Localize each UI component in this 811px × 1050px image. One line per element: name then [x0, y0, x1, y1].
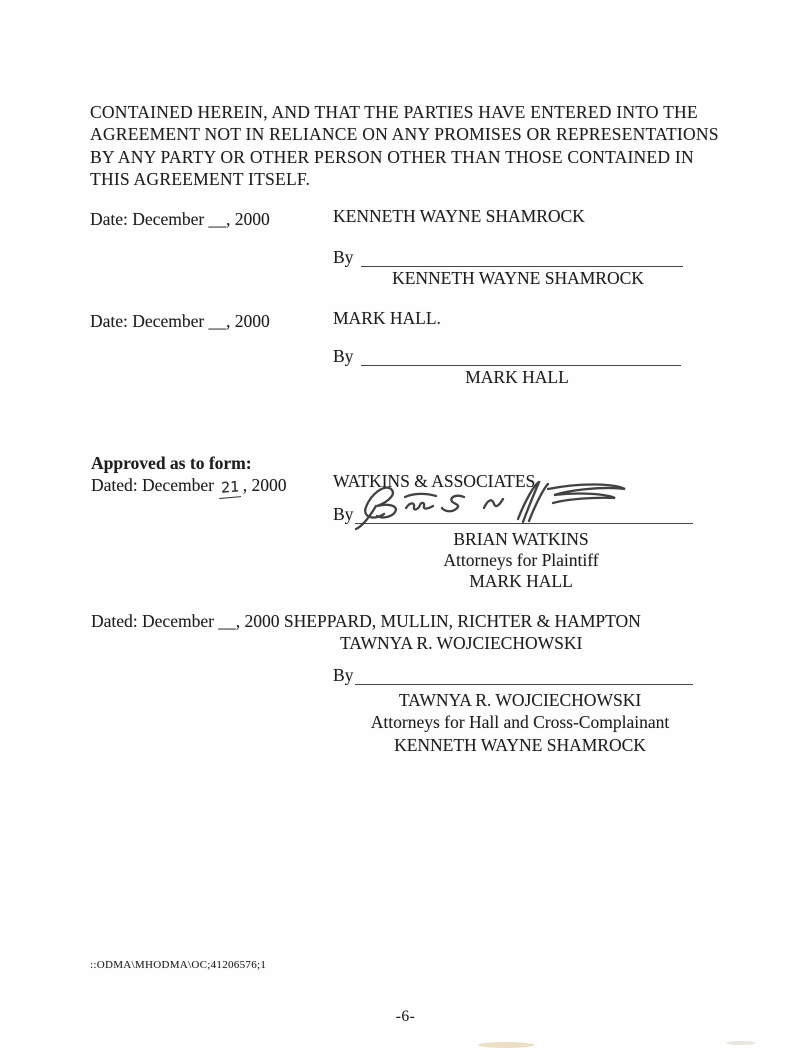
signature-line [355, 668, 693, 685]
printed-name-brian-watkins: BRIAN WATKINS [453, 529, 589, 549]
printed-name-wojciechowski: TAWNYA R. WOJCIECHOWSKI [398, 690, 642, 710]
paragraph-line: THIS AGREEMENT ITSELF. [90, 169, 311, 190]
role-attorneys-for-plaintiff: Attorneys for Plaintiff [443, 550, 599, 570]
handwritten-day: 21 [219, 480, 242, 498]
party-name-shamrock: KENNETH WAYNE SHAMROCK [333, 206, 585, 226]
role-attorneys-for-hall: Attorneys for Hall and Cross-Complainant [370, 712, 670, 733]
page-number: -6- [395, 1008, 416, 1025]
printed-name-hall: MARK HALL [465, 367, 569, 387]
by-label: By [333, 247, 354, 267]
attorney-name-wojciechowski: TAWNYA R. WOJCIECHOWSKI [340, 633, 583, 653]
date-suffix: , 2000 [242, 475, 287, 495]
by-label: By [333, 504, 354, 524]
by-label: By [333, 346, 354, 366]
signature-row [333, 666, 693, 685]
sheppard-signer-block [350, 689, 690, 756]
date-line-shamrock: Date: December __, 2000 [90, 209, 270, 229]
agreement-paragraph [90, 101, 719, 191]
signature-row [333, 347, 681, 366]
scan-smudge [478, 1042, 534, 1048]
watkins-signer-block [352, 529, 690, 592]
date-line: Dated: December __, 2000 [91, 611, 280, 631]
date-prefix: Dated: December [91, 475, 214, 495]
brian-watkins-signature-scrawl [348, 481, 668, 531]
dated-line-sheppard [91, 610, 641, 632]
party-name-watkins-associates: WATKINS & ASSOCIATES [333, 471, 536, 491]
client-kenneth-shamrock: KENNETH WAYNE SHAMROCK [394, 734, 646, 755]
printed-name-shamrock: KENNETH WAYNE SHAMROCK [392, 268, 644, 288]
firm-name-sheppard-mullin: SHEPPARD, MULLIN, RICHTER & HAMPTON [283, 611, 641, 631]
paragraph-line: BY ANY PARTY OR OTHER PERSON OTHER THAN THOSE CONTAINED IN [90, 146, 694, 167]
document-id-footer: ::ODMA\MHODMA\OC;41206576;1 [90, 959, 267, 971]
paragraph-line: CONTAINED HEREIN, AND THAT THE PARTIES HAVE ENTERED INTO THE [90, 102, 698, 122]
signature-row [333, 248, 683, 267]
party-name-hall: MARK HALL. [333, 308, 441, 328]
paragraph-line: AGREEMENT NOT IN RELIANCE ON ANY PROMISES OR REPRESENTATIONS [90, 124, 719, 145]
dated-line-watkins [91, 474, 287, 497]
signature-line [361, 250, 683, 267]
scan-smudge [726, 1041, 756, 1045]
approved-as-to-form-heading: Approved as to form: [91, 453, 252, 473]
client-mark-hall: MARK HALL [469, 571, 573, 591]
by-label: By [333, 665, 354, 685]
signature-line [361, 349, 681, 366]
date-line-hall: Date: December __, 2000 [90, 311, 270, 331]
